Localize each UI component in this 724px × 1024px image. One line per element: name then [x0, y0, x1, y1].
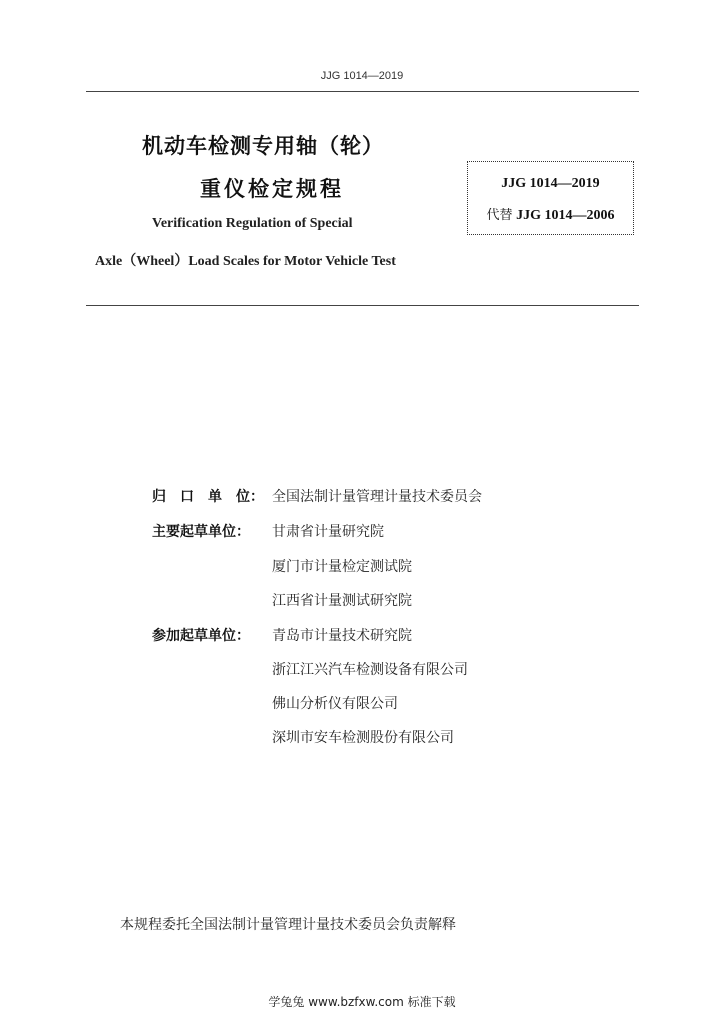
responsible-unit-value: 全国法制计量管理计量技术委员会 [272, 489, 482, 505]
main-drafting-unit: 江西省计量测试研究院 [272, 593, 412, 609]
title-english-line-1: Verification Regulation of Special [152, 216, 353, 231]
main-drafting-unit: 厦门市计量检定测试院 [272, 559, 412, 575]
title-divider [86, 305, 639, 306]
standard-code-box [467, 161, 634, 235]
title-english-line-2: Axle（Wheel）Load Scales for Motor Vehicle Test [95, 254, 396, 269]
main-drafting-unit: 甘肃省计量研究院 [272, 524, 384, 540]
replaces-code: JJG 1014—2006 [516, 208, 615, 223]
top-divider [86, 91, 639, 92]
title-chinese-line-1: 机动车检测专用轴（轮） [142, 134, 384, 158]
header-standard-code: JJG 1014—2019 [320, 70, 404, 82]
participating-drafting-unit: 佛山分析仪有限公司 [272, 696, 398, 712]
participating-drafting-unit: 浙江江兴汽车检测设备有限公司 [272, 662, 468, 678]
code-box-code: JJG 1014—2019 [501, 176, 600, 191]
title-chinese-line-2: 重仪检定规程 [200, 177, 344, 201]
code-box-replaces [468, 204, 633, 224]
interpretation-note: 本规程委托全国法制计量管理计量技术委员会负责解释 [120, 917, 456, 933]
responsible-unit-label: 归 口 单 位： [152, 489, 264, 505]
participating-drafting-label: 参加起草单位： [152, 628, 250, 644]
participating-drafting-unit: 深圳市安车检测股份有限公司 [272, 730, 454, 746]
participating-drafting-unit: 青岛市计量技术研究院 [272, 628, 412, 644]
main-drafting-label: 主要起草单位： [152, 524, 250, 540]
replaces-prefix: 代替 [486, 208, 513, 223]
download-watermark: 学兔兔 www.bzfxw.com 标准下载 [268, 995, 456, 1009]
